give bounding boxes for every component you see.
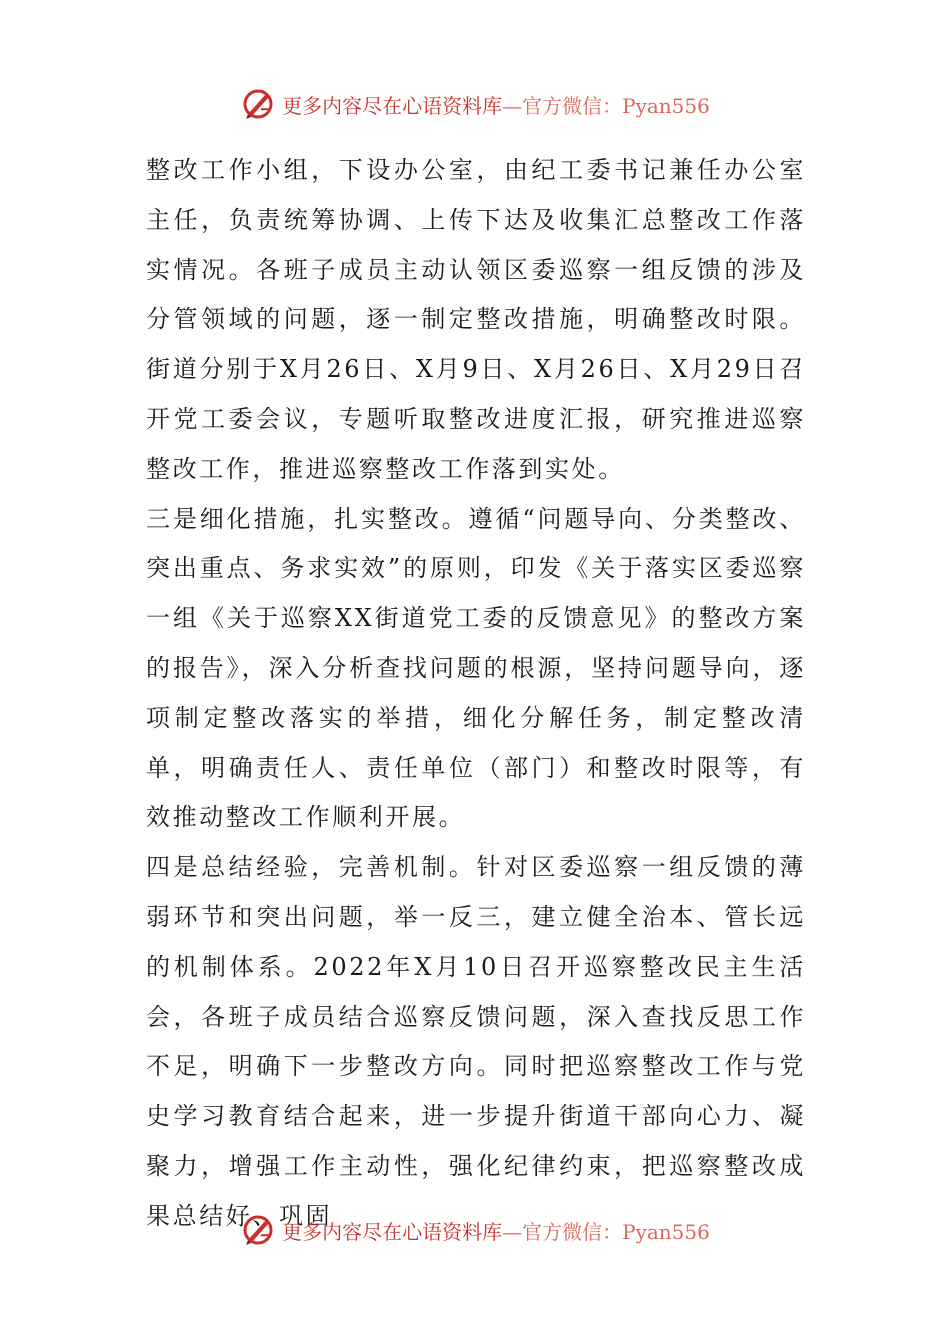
paragraph-1: 整改工作小组，下设办公室，由纪工委书记兼任办公室主任，负责统筹协调、上传下达及收集汇总整改工作落实情况。各班子成员主动认领区委巡察一组反馈的涉及分管领域的问题，逐一制定整改措施，明确整改时限。街道分别于X月26日、X月9日、X月26日、X月29日召开党工委会议，专题听取整改进度汇报，研究推进巡察整改工作，推进巡察整改工作落到实处。 — [146, 156, 806, 483]
banner-text: 更多内容尽在心语资料库—官方微信：Pyan556 — [282, 93, 710, 118]
footer-banner — [0, 1210, 950, 1250]
pen-logo-icon — [240, 86, 276, 122]
pen-logo-icon — [240, 1212, 276, 1248]
paragraph-3: 四是总结经验，完善机制。针对区委巡察一组反馈的薄弱环节和突出问题，举一反三，建立健全治本、管长远的机制体系。2022年X月10日召开巡察整改民主生活会，各班子成员结合巡察反馈问题，深入查找反思工作不足，明确下一步整改方向。同时把巡察整改工作与党史学习教育结合起来，进一步提升街道干部向心力、凝聚力，增强工作主动性，强化纪律约束，把巡察整改成果总结好、巩固 — [146, 853, 806, 1230]
paragraph-2: 三是细化措施，扎实整改。遵循“问题导向、分类整改、突出重点、务求实效”的原则，印发《关于落实区委巡察一组《关于巡察XX街道党工委的反馈意见》的整改方案的报告》，深入分析查找问题的根源，坚持问题导向，逐项制定整改落实的举措，细化分解任务，制定整改清单，明确责任人、责任单位（部门）和整改时限等，有效推动整改工作顺利开展。 — [146, 504, 806, 832]
document-body — [146, 146, 806, 1242]
header-banner — [0, 84, 950, 124]
banner-text: 更多内容尽在心语资料库—官方微信：Pyan556 — [282, 1219, 710, 1244]
